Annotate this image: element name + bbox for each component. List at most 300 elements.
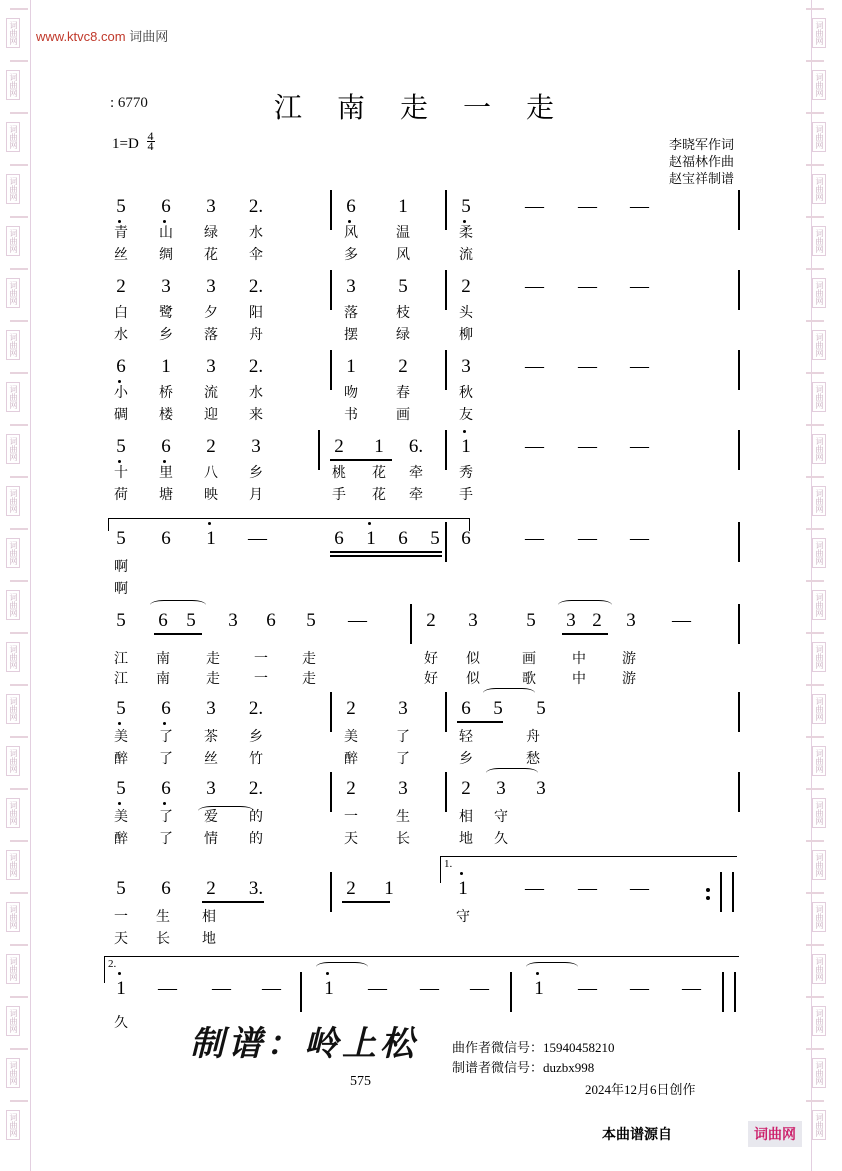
lyric-text: 守 [456,910,470,925]
score-note: 5 [306,610,316,631]
lyric-text: 爱 [204,810,218,825]
slur [483,688,535,698]
score-note: 1 [161,356,171,377]
lyric-text: 游 [622,672,636,687]
page-edge-tick [10,1048,28,1050]
barline [445,350,447,390]
watermark-label: 词曲网 [6,174,20,204]
watermark-label: 词曲网 [812,642,826,672]
score-note: 2 [461,778,471,799]
note-dash: — [672,610,691,631]
page-edge-tick [806,8,824,10]
page-edge-tick [10,736,28,738]
lyric-text: 书 [344,408,358,423]
slur [558,600,612,610]
watermark-label: 词曲网 [6,538,20,568]
note-dash: — [368,978,387,999]
lyric-text: 了 [159,752,173,767]
barline [445,522,447,562]
page-edge-tick [806,528,824,530]
lyric-text: 醉 [114,832,128,847]
beam-line [330,555,442,557]
credit-composer: 赵福林作曲 [668,154,734,169]
score-note: 6 [161,196,171,217]
watermark-label: 词曲网 [812,902,826,932]
slur [316,962,368,972]
watermark-label: 词曲网 [812,590,826,620]
lyric-text: 美 [114,810,128,825]
note-dash: — [578,356,597,377]
score-note: 6 [266,610,276,631]
watermark-label: 词曲网 [812,694,826,724]
page-edge-tick [10,840,28,842]
page-edge-tick [10,372,28,374]
lyric-text: 美 [344,730,358,745]
lyric-text: 山 [159,226,173,241]
score-note: 5 [461,196,471,217]
lyric-text: 乡 [249,466,263,481]
lyric-text: 碉 [114,408,128,423]
lyric-text: 似 [466,672,480,687]
lyric-text: 落 [204,328,218,343]
octave-dot [163,802,166,805]
note-dash: — [525,436,544,457]
lyric-text: 走 [302,652,316,667]
lyric-text: 美 [114,730,128,745]
score-note: 5 [186,610,196,631]
lyric-text: 啊 [114,560,128,575]
lyric-text: 天 [344,832,358,847]
lyric-text: 走 [206,652,220,667]
watermark-label: 词曲网 [812,434,826,464]
note-dash: — [630,196,649,217]
watermark-label: 词曲网 [812,486,826,516]
score-note: 5 [430,528,440,549]
source-label: 本曲谱源自 [602,1128,672,1143]
score-note: 3 [206,196,216,217]
barline [445,190,447,230]
score-note: 1 [366,528,376,549]
lyric-text: 地 [202,932,216,947]
page-edge-tick [10,164,28,166]
lyric-text: 塘 [159,488,173,503]
page-edge-tick [10,788,28,790]
score-note: 3 [626,610,636,631]
score-note: 3 [206,356,216,377]
score-note: 6 [161,698,171,719]
barline [738,692,740,732]
page-edge-tick [806,892,824,894]
lyric-text: 一 [254,652,268,667]
score-note: 2 [461,276,471,297]
lyric-text: 歌 [522,672,536,687]
time-signature-denominator: 4 [147,139,154,153]
lyric-text: 的 [249,810,263,825]
note-dash: — [578,878,597,899]
beam-line [202,901,264,903]
watermark-label: 词曲网 [812,954,826,984]
watermark-label: 词曲网 [6,226,20,256]
lyric-text: 江 [114,672,128,687]
lyric-text: 春 [396,386,410,401]
barline [738,522,740,562]
lyric-text: 白 [114,306,128,321]
note-dash: — [630,276,649,297]
score-note: 5 [493,698,503,719]
score-note: 1 [116,978,126,999]
page-edge-tick [10,580,28,582]
note-dash: — [212,978,231,999]
watermark-label: 词曲网 [812,278,826,308]
lyric-text: 好 [424,652,438,667]
octave-dot [326,972,329,975]
lyric-text: 绿 [204,226,218,241]
score-note: 2. [248,196,264,217]
score-note: 3 [496,778,506,799]
lyric-text: 鹭 [159,306,173,321]
note-dash: — [630,978,649,999]
lyric-text: 手 [332,488,346,503]
score-note: 5 [116,528,126,549]
page-edge-tick [806,684,824,686]
lyric-text: 长 [156,932,170,947]
barline [720,872,722,912]
lyric-text: 相 [459,810,473,825]
octave-dot [460,872,463,875]
score-note: 1 [534,978,544,999]
lyric-text: 舟 [526,730,540,745]
page-edge-tick [806,424,824,426]
watermark-label: 词曲网 [6,70,20,100]
lyric-text: 桥 [159,386,173,401]
lyric-text: 风 [396,248,410,263]
note-dash: — [578,528,597,549]
barline [330,190,332,230]
page-edge-tick [806,944,824,946]
score-note: 2. [248,276,264,297]
lyric-text: 温 [396,226,410,241]
watermark-label: 词曲网 [812,850,826,880]
lyric-text: 一 [114,910,128,925]
score-note: 3 [206,276,216,297]
score-note: 2 [334,436,344,457]
lyric-text: 迎 [204,408,218,423]
watermark-label: 词曲网 [6,590,20,620]
note-dash: — [578,978,597,999]
lyric-text: 醉 [114,752,128,767]
note-dash: — [682,978,701,999]
page-edge-tick [10,424,28,426]
lyric-text: 荷 [114,488,128,503]
score-note: 2 [206,878,216,899]
score-note: 6 [116,356,126,377]
score-note: 3 [251,436,261,457]
note-dash: — [525,878,544,899]
site-url-text: www.ktvc8.com [36,29,126,44]
score-note: 6 [161,436,171,457]
watermark-label: 词曲网 [812,226,826,256]
score-note: 6. [408,436,424,457]
watermark-label: 词曲网 [6,18,20,48]
octave-dot [208,522,211,525]
barline [510,972,512,1012]
lyric-text: 里 [159,466,173,481]
score-note: 6 [161,878,171,899]
lyric-text: 风 [344,226,358,241]
watermark-label: 词曲网 [6,1058,20,1088]
lyric-text: 情 [204,832,218,847]
lyric-text: 头 [459,306,473,321]
lyric-text: 绿 [396,328,410,343]
creation-date: 2024年12月6日创作 [585,1082,696,1097]
ending-2-label: 2. [108,958,117,970]
note-dash: — [525,276,544,297]
barline [738,772,740,812]
barline [330,692,332,732]
lyric-text: 丝 [114,248,128,263]
lyric-text: 久 [494,832,508,847]
page-edge-tick [806,216,824,218]
lyric-text: 阳 [249,306,263,321]
lyric-text: 守 [494,810,508,825]
octave-dot [163,722,166,725]
octave-dot [368,522,371,525]
lyric-text: 牵 [409,488,423,503]
page-edge-tick [806,372,824,374]
score-note: 3 [228,610,238,631]
score-note: 2 [398,356,408,377]
lyric-text: 多 [344,248,358,263]
page-edge-tick [10,892,28,894]
lyric-text: 了 [396,730,410,745]
page-edge-tick [806,476,824,478]
lyric-text: 舟 [249,328,263,343]
note-dash: — [578,196,597,217]
watermark-label: 词曲网 [6,486,20,516]
brand-badge[interactable]: 词曲网 [748,1121,802,1147]
lyric-text: 水 [249,226,263,241]
page-edge-tick [10,60,28,62]
slur [486,768,538,778]
page-edge-tick [806,320,824,322]
barline [445,270,447,310]
ending-1-label: 1. [444,858,453,870]
barline [330,350,332,390]
page-edge-tick [806,736,824,738]
score-note: 5 [398,276,408,297]
lyric-text: 的 [249,832,263,847]
score-note: 3 [461,356,471,377]
barline [738,350,740,390]
lyric-text: 长 [396,832,410,847]
page-edge-tick [806,60,824,62]
lyric-text: 天 [114,932,128,947]
page-edge-tick [806,788,824,790]
lyric-text: 乡 [249,730,263,745]
score-note: 5 [116,196,126,217]
watermark-label: 词曲网 [6,330,20,360]
site-name-text: 词曲网 [129,29,169,44]
score-note: 3 [206,778,216,799]
beam-line [154,633,202,635]
barline [330,772,332,812]
lyric-text: 八 [204,466,218,481]
tempo-marking: : 6770 [110,95,148,111]
score-note: 2 [346,878,356,899]
watermark-label: 词曲网 [6,642,20,672]
lyric-text: 秋 [459,386,473,401]
lyric-text: 中 [572,672,586,687]
lyric-text: 伞 [249,248,263,263]
lyric-text: 生 [156,910,170,925]
watermark-label: 词曲网 [812,798,826,828]
page-edge-tick [806,632,824,634]
lyric-text: 南 [156,672,170,687]
lyric-text: 竹 [249,752,263,767]
page-edge-tick [806,580,824,582]
barline [445,772,447,812]
page-edge-tick [10,528,28,530]
page-edge-tick [806,840,824,842]
watermark-label: 词曲网 [6,382,20,412]
octave-dot [118,972,121,975]
beam-line [562,633,608,635]
watermark-label: 词曲网 [6,850,20,880]
watermark-label: 词曲网 [812,174,826,204]
lyric-text: 游 [622,652,636,667]
key-signature-text: 1=D [112,136,139,152]
page-edge-tick [10,320,28,322]
lyric-text: 中 [572,652,586,667]
score-note: 1 [346,356,356,377]
score-note: 2 [116,276,126,297]
lyric-text: 吻 [344,386,358,401]
score-note: 3 [206,698,216,719]
lyric-text: 来 [249,408,263,423]
page-edge-tick [806,112,824,114]
note-dash: — [525,356,544,377]
lyric-text: 秀 [459,466,473,481]
watermark-label: 词曲网 [812,1058,826,1088]
lyric-text: 了 [159,810,173,825]
lyric-text: 画 [522,652,536,667]
watermark-label: 词曲网 [812,538,826,568]
lyric-text: 一 [254,672,268,687]
page-edge-tick [10,684,28,686]
score-note: 3. [248,878,264,899]
barline [738,430,740,470]
octave-dot [463,430,466,433]
watermark-label: 词曲网 [812,1006,826,1036]
score-note: 2. [248,698,264,719]
lyric-text: 枝 [396,306,410,321]
lyric-text: 地 [459,832,473,847]
watermark-label: 词曲网 [6,278,20,308]
score-note: 2. [248,356,264,377]
score-note: 2 [426,610,436,631]
page-edge-tick [10,268,28,270]
barline [330,872,332,912]
score-note: 6 [398,528,408,549]
score-note: 3 [566,610,576,631]
score-note: 3 [398,698,408,719]
lyric-text: 水 [114,328,128,343]
watermark-label: 词曲网 [6,694,20,724]
page-edge-tick [806,1048,824,1050]
octave-dot [118,722,121,725]
score-note: 5 [116,778,126,799]
note-dash: — [262,978,281,999]
note-dash: — [525,196,544,217]
lyric-text: 了 [159,730,173,745]
lyric-text: 花 [372,488,386,503]
slur [150,600,206,610]
beam-line [330,551,442,553]
lyric-text: 似 [466,652,480,667]
lyric-text: 十 [114,466,128,481]
watermark-label: 词曲网 [6,954,20,984]
lyric-text: 月 [249,488,263,503]
note-dash: — [248,528,267,549]
score-note: 1 [206,528,216,549]
score-note: 3 [468,610,478,631]
beam-line [342,901,390,903]
barline [738,604,740,644]
barline [445,692,447,732]
lyric-text: 柔 [459,226,473,241]
octave-dot [536,972,539,975]
watermark-label: 词曲网 [6,746,20,776]
lyric-text: 走 [206,672,220,687]
barline [722,972,724,1012]
watermark-label: 词曲网 [812,1110,826,1140]
watermark-label: 词曲网 [6,1110,20,1140]
lyric-text: 花 [204,248,218,263]
beam-line [457,721,503,723]
lyric-text: 轻 [459,730,473,745]
repeat-sign [706,884,710,904]
score-note: 6 [158,610,168,631]
lyric-text: 绸 [159,248,173,263]
note-dash: — [630,436,649,457]
lyric-text: 落 [344,306,358,321]
lyric-text: 友 [459,408,473,423]
score-note: 3 [161,276,171,297]
barline [734,972,736,1012]
watermark-label: 词曲网 [812,330,826,360]
barline [732,872,734,912]
page-edge-tick [10,216,28,218]
lyric-text: 映 [204,488,218,503]
composer-wechat: 曲作者微信号：15940458210 [452,1040,615,1055]
page-title: 江 南 走 一 走 [273,93,568,124]
score-note: 1 [458,878,468,899]
lyric-text: 相 [202,910,216,925]
score-note: 2. [248,778,264,799]
note-dash: — [470,978,489,999]
page-edge-tick [10,996,28,998]
lyric-text: 楼 [159,408,173,423]
page-edge-tick [806,164,824,166]
lyric-text: 乡 [459,752,473,767]
lyric-text: 愁 [526,752,540,767]
lyric-text: 夕 [204,306,218,321]
score-note: 6 [161,528,171,549]
watermark-label: 词曲网 [812,70,826,100]
engraver-wechat: 制谱者微信号：duzbx998 [452,1060,595,1075]
lyric-text: 水 [249,386,263,401]
lyric-text: 手 [459,488,473,503]
